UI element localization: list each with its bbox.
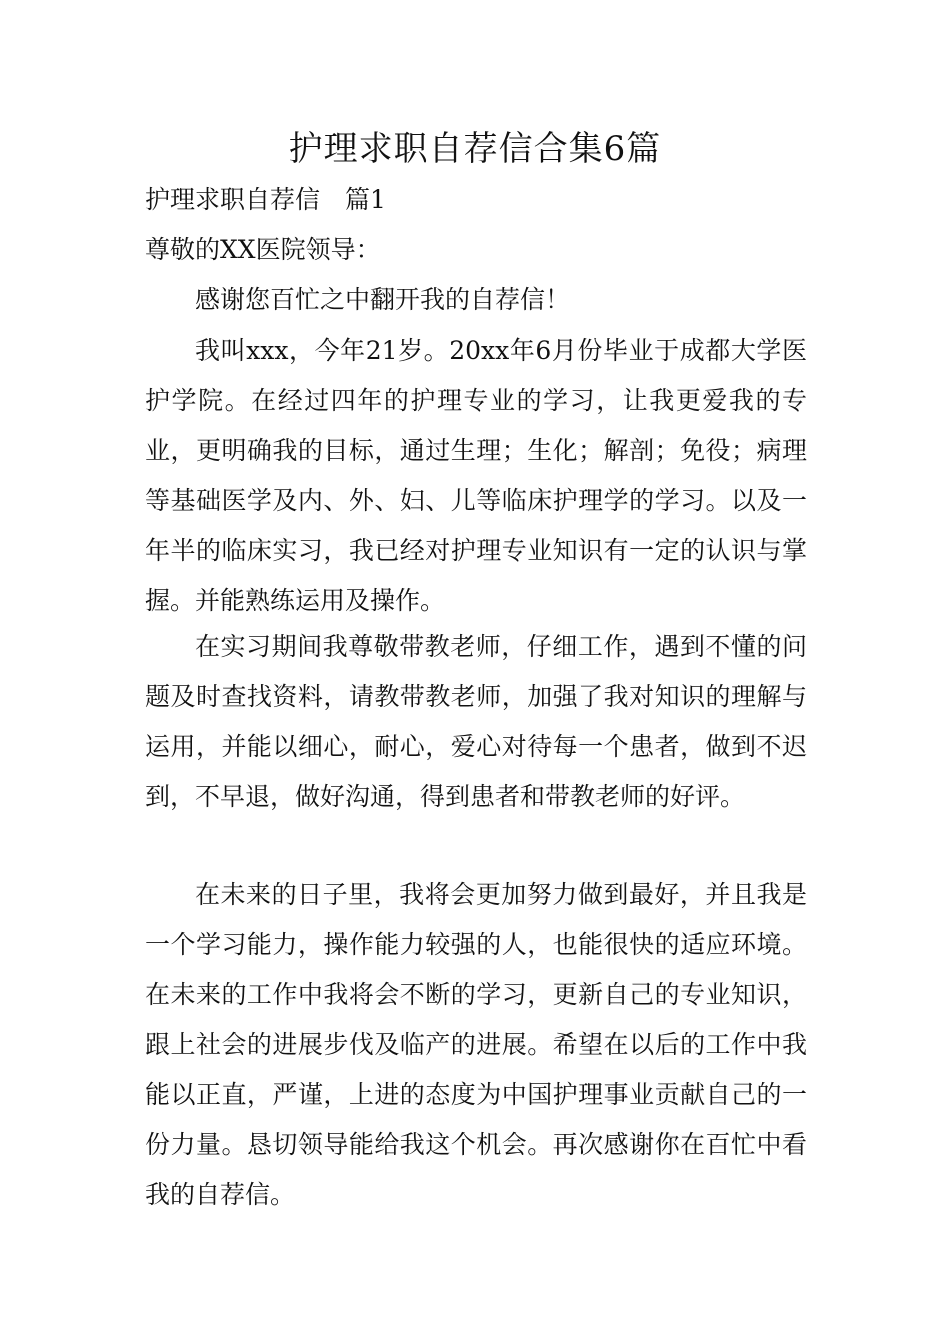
paragraph-2: 在实习期间我尊敬带教老师，仔细工作，遇到不懂的问题及时查找资料，请教带教老师，加强了我对知识的理解与运用，并能以细心，耐心，爱心对待每一个患者，做到不迟到，不早退，做好沟通，得到患者和带教老师的好评。 [145,632,807,811]
paragraph-3: 在未来的日子里，我将会更加努力做到最好，并且我是一个学习能力，操作能力较强的人，也能很快的适应环境。在未来的工作中我将会不断的学习，更新自己的专业知识，跟上社会的进展步伐及临产的进展。希望在以后的工作中我能以正直，严谨，上进的态度为中国护理事业贡献自己的一份力量。恳切领导能给我这个机会。再次感谢你在百忙中看我的自荐信。 [145,880,807,1209]
document-title: 护理求职自荐信合集6篇 [288,129,662,169]
opening-line: 感谢您百忙之中翻开我的自荐信！ [195,285,571,314]
salutation: 尊敬的XX医院领导： [145,235,381,264]
paragraph-1: 我叫xxx，今年21岁。20xx年6月份毕业于成都大学医护学院。在经过四年的护理专业的学习，让我更爱我的专业，更明确我的目标，通过生理；生化；解剖；免役；病理等基础医学及内、外、妇、儿等临床护理学的学习。以及一年半的临床实习，我已经对护理专业知识有一定的认识与掌握。并能熟练运用及操作。 [145,336,807,615]
section-heading: 护理求职自荐信 篇1 [145,185,386,214]
